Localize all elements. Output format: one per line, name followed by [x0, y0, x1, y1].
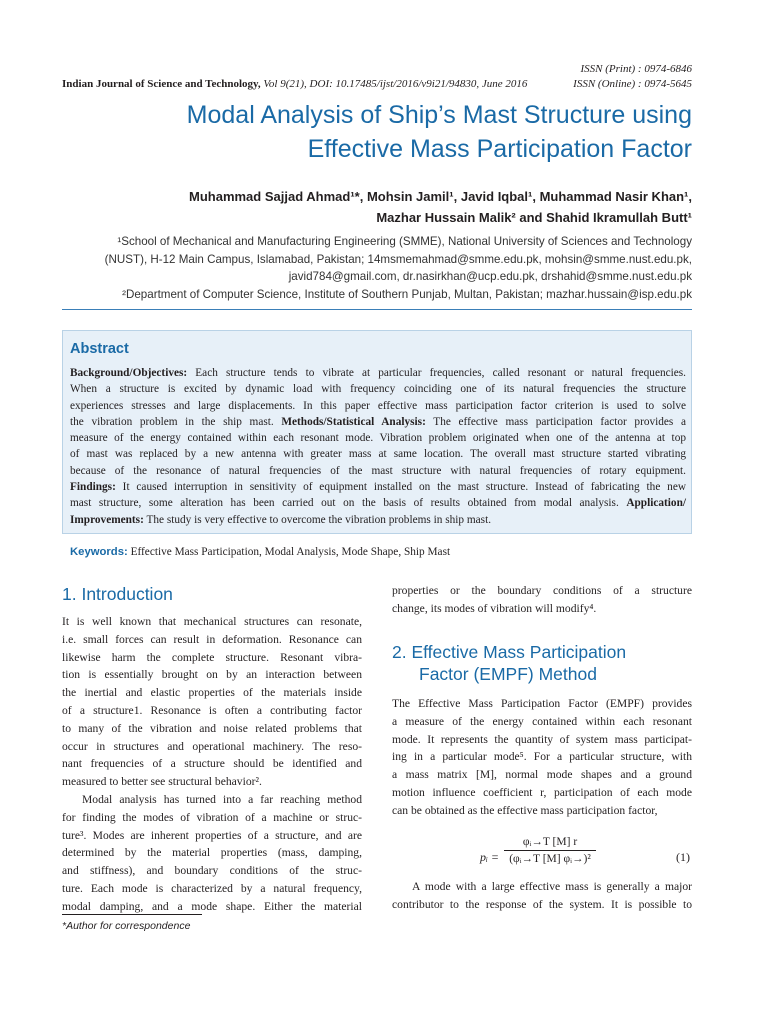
- journal-meta: Vol 9(21), DOI: 10.17485/ijst/2016/v9i21/94830, June 2016: [260, 78, 528, 90]
- text-line: the inertial and elastic properties of the materials inside: [62, 686, 362, 700]
- text-line: It is well known that mechanical structures can resonate,: [62, 615, 362, 628]
- title-line-2: Effective Mass Participation Factor: [307, 135, 692, 163]
- text-line: properties or the boundary conditions of a structure: [392, 584, 692, 597]
- affiliation-line-4: ²Department of Computer Science, Institute of Southern Punjab, Multan, Pakistan; mazhar.hussain@isp.edu.pk: [122, 287, 692, 301]
- abstract-line: Background/Objectives: Each structure tends to vibrate at particular frequencies, called resonant or natural frequencies.: [70, 367, 686, 379]
- text-line: measured to better see structural behavior².: [62, 775, 262, 789]
- text-line: ture³. Modes are inherent properties of a structure, and are: [62, 828, 362, 842]
- improvements-label: Improvements:: [70, 513, 144, 526]
- abstract-line: When a structure is excited by dynamic load with frequency coinciding one of its natural frequencies the structure: [70, 383, 686, 396]
- issn-print: ISSN (Print) : 0974-6846: [580, 63, 692, 75]
- issn-online: ISSN (Online) : 0974-5645: [573, 78, 692, 90]
- text-line: can be obtained as the effective mass participation factor,: [392, 803, 658, 817]
- findings-label: Findings:: [70, 481, 116, 494]
- text-line: Modal analysis has turned into a far reaching method: [82, 792, 362, 806]
- text-line: contributor to the response of the system. It is possible to: [392, 897, 692, 911]
- keywords-text: Effective Mass Participation, Modal Analysis, Mode Shape, Ship Mast: [127, 546, 451, 558]
- text-line: A mode with a large effective mass is generally a major: [412, 880, 692, 893]
- text-line: ture. Each mode is characterized by a natural frequency,: [62, 881, 362, 895]
- text-line: occur in structures and operational machinery. The reso-: [62, 739, 362, 753]
- footnote-divider: [62, 914, 202, 915]
- issn-block: [573, 62, 692, 92]
- text-line: The Effective Mass Participation Factor (EMPF) provides: [392, 697, 692, 710]
- abstract-line: measure of the energy contained within each resonant mode. Vibration problem originated when one of the antenna at top: [70, 432, 686, 445]
- empf-body-continued: [392, 878, 692, 914]
- text-line: and stiffness), and boundary conditions of the struc-: [62, 864, 362, 878]
- abstract-line: of mast was replaced by a new antenna with greater mass at same location. The overall mast structure started vibrating: [70, 448, 686, 461]
- authors-line-2: Mazhar Hussain Malik² and Shahid Ikramullah Butt¹: [376, 210, 692, 225]
- abstract-body: [70, 365, 686, 528]
- equation-number: (1): [676, 850, 690, 864]
- text-line: likewise harm the complete structure. Resonant vibra-: [62, 650, 362, 664]
- keywords: [70, 546, 450, 558]
- text-line: of a structure1. Resonance is often a contributing factor: [62, 703, 362, 717]
- header-divider: [62, 309, 692, 310]
- abstract-line: Improvements: The study is very effective to overcome the vibration problems in ship mast.: [70, 513, 492, 526]
- text-line: mode. It represents the quantity of system mass participat-: [392, 732, 692, 746]
- footnote-correspondence: *Author for correspondence: [62, 920, 191, 932]
- journal-name: Indian Journal of Science and Technology,: [62, 78, 261, 90]
- section2-heading-line-2: Factor (EMPF) Method: [419, 664, 597, 684]
- equation-1: [480, 834, 690, 874]
- section-heading-introduction: 1. Introduction: [62, 584, 173, 604]
- methods-label: Methods/Statistical Analysis:: [281, 415, 426, 428]
- text-line: modal damping, and a mode shape. Either the material: [62, 899, 362, 913]
- text-line: change, its modes of vibration will modify⁴.: [392, 601, 597, 615]
- abstract-line: mast structure, some alteration has been carried out on the basis of results obtained from modal analysis. Application/: [70, 497, 686, 510]
- authors-line-1: Muhammad Sajjad Ahmad¹*, Mohsin Jamil¹, Javid Iqbal¹, Muhammad Nasir Khan¹,: [189, 189, 692, 204]
- text-line: motion influence coefficient r, participation of each mode: [392, 785, 692, 799]
- keywords-label: Keywords:: [70, 546, 128, 558]
- affiliation-line-3: javid784@gmail.com, dr.nasirkhan@ucp.edu.pk, drshahid@smme.nust.edu.pk: [288, 270, 692, 283]
- text-line: i.e. small forces can result in deformation. Resonance can: [62, 632, 362, 646]
- abstract-line: experiences stresses and large displacements. In this paper effective mass participation factor criterion is used to solve: [70, 399, 686, 412]
- text-line: tion is essentially brought on by an interaction between: [62, 668, 362, 682]
- text-line: ing in a particular mode⁵. For a particular structure, with: [392, 750, 692, 764]
- affiliation-line-1: ¹School of Mechanical and Manufacturing Engineering (SMME), National University of Sciences and Technology: [117, 235, 692, 248]
- text-line: a mass matrix [M], normal mode shapes and a ground: [392, 768, 692, 782]
- equation-lhs: pᵢ =: [480, 850, 499, 864]
- author-list: [189, 186, 692, 228]
- abstract-line: the vibration problem in the ship mast. Methods/Statistical Analysis: The effective mass participation factor provides a: [70, 415, 686, 428]
- application-label: Application/: [626, 497, 686, 510]
- section-heading-empf: [392, 641, 626, 685]
- abstract-line: Findings: It caused interruption in sensitivity of equipment installed on the mast structure. Instead of fabricating the new: [70, 481, 686, 494]
- background-label: Background/Objectives:: [70, 367, 188, 379]
- equation-fraction: [504, 836, 596, 865]
- empf-body: [392, 695, 692, 820]
- introduction-body: [62, 613, 362, 916]
- title-line-1: Modal Analysis of Ship’s Mast Structure using: [186, 101, 692, 129]
- section2-heading-line-1: 2. Effective Mass Participation: [392, 642, 627, 662]
- affiliations: [52, 233, 692, 303]
- equation-denominator: (φᵢ→T [M] φᵢ→)²: [509, 853, 591, 865]
- text-line: to many of the vibration and noise related problems that: [62, 721, 362, 735]
- text-line: nant frequencies of a structure should be identified and: [62, 757, 362, 771]
- affiliation-line-2: (NUST), H-12 Main Campus, Islamabad, Pakistan; 14msmemahmad@smme.edu.pk, mohsin@smme.nust.edu.pk,: [104, 252, 692, 266]
- abstract-line: because of the resonance of natural frequencies of the mast structure with natural frequencies of rotary equipment.: [70, 464, 686, 477]
- introduction-continued: [392, 582, 692, 618]
- text-line: for finding the modes of vibration of a machine or struc-: [62, 810, 362, 824]
- text-line: determined by the material properties (mass, damping,: [62, 846, 362, 860]
- text-line: a measure of the energy contained within each resonant: [392, 714, 692, 728]
- journal-line: [62, 78, 527, 90]
- abstract-heading: Abstract: [70, 341, 129, 357]
- paper-title: [187, 98, 692, 166]
- equation-numerator: φᵢ→T [M] r: [504, 836, 596, 851]
